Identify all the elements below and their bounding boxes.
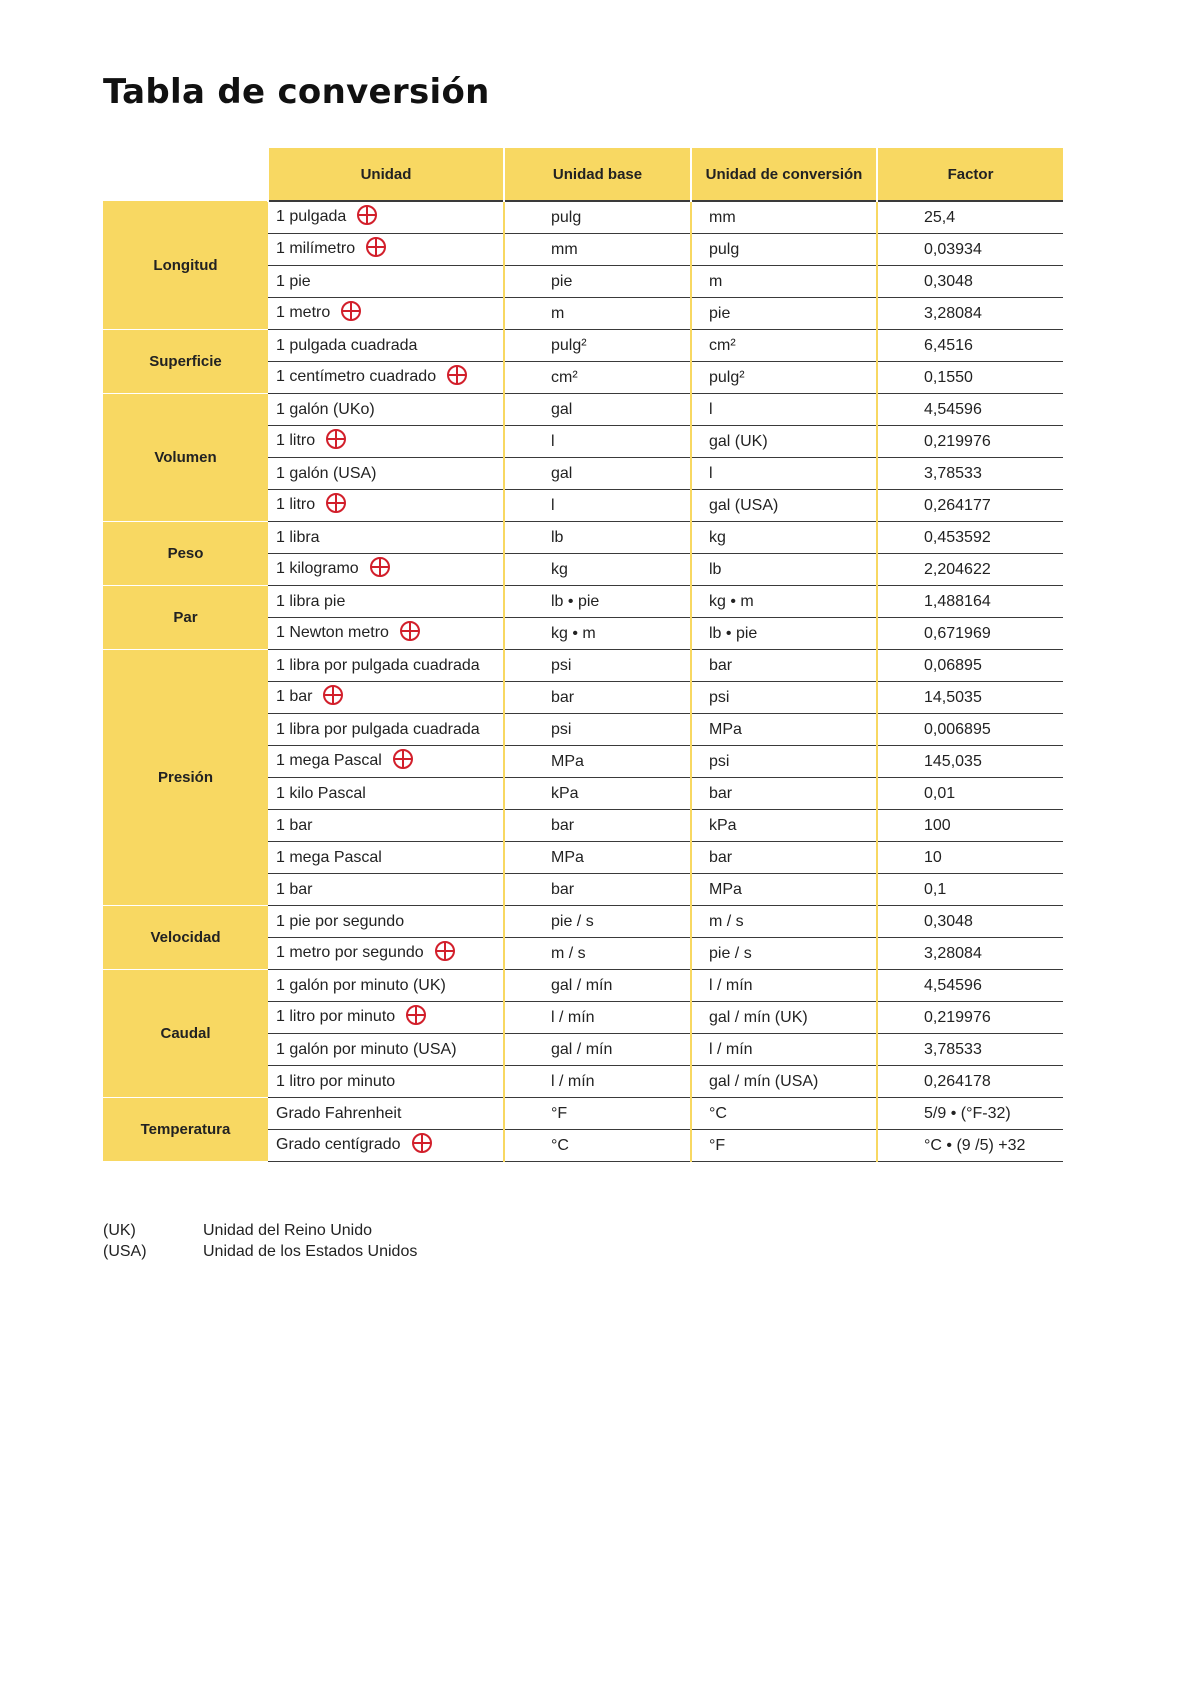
si-unit-icon bbox=[369, 556, 391, 578]
base-unit-cell: pulg bbox=[504, 201, 691, 234]
table-row bbox=[103, 906, 1063, 938]
unit-label: 1 pulgada bbox=[276, 208, 347, 226]
unit-cell bbox=[268, 522, 504, 554]
table-body bbox=[103, 201, 1063, 1162]
base-unit-cell: MPa bbox=[504, 842, 691, 874]
base-unit-cell: l bbox=[504, 426, 691, 458]
unit-cell bbox=[268, 1002, 504, 1034]
unit-label: 1 mega Pascal bbox=[276, 752, 382, 770]
unit-label: 1 bar bbox=[276, 688, 313, 706]
si-unit-icon bbox=[322, 684, 344, 706]
category-cell: Par bbox=[103, 586, 268, 650]
unit-cell bbox=[268, 458, 504, 490]
unit-label: 1 pie por segundo bbox=[276, 912, 405, 930]
category-cell: Volumen bbox=[103, 394, 268, 522]
table-row bbox=[103, 330, 1063, 362]
factor-cell: 4,54596 bbox=[877, 970, 1063, 1002]
footnote-abbr: (USA) bbox=[103, 1243, 147, 1260]
header-unidad-base: Unidad base bbox=[504, 148, 691, 201]
factor-cell: 0,453592 bbox=[877, 522, 1063, 554]
category-cell: Velocidad bbox=[103, 906, 268, 970]
conversion-unit-cell: gal / mín (USA) bbox=[691, 1066, 877, 1098]
base-unit-cell: psi bbox=[504, 714, 691, 746]
unit-label: 1 pie bbox=[276, 272, 311, 290]
unit-cell bbox=[268, 778, 504, 810]
unit-label: 1 kilogramo bbox=[276, 560, 359, 578]
unit-cell bbox=[268, 1034, 504, 1066]
conversion-unit-cell: pie bbox=[691, 298, 877, 330]
unit-cell bbox=[268, 490, 504, 522]
unit-cell bbox=[268, 394, 504, 426]
base-unit-cell: cm² bbox=[504, 362, 691, 394]
unit-cell bbox=[268, 810, 504, 842]
base-unit-cell: bar bbox=[504, 682, 691, 714]
table-row bbox=[103, 586, 1063, 618]
factor-cell: °C • (9 /5) +32 bbox=[877, 1130, 1063, 1162]
factor-cell: 0,3048 bbox=[877, 906, 1063, 938]
conversion-unit-cell: MPa bbox=[691, 714, 877, 746]
conversion-unit-cell: pulg² bbox=[691, 362, 877, 394]
si-unit-icon bbox=[325, 492, 347, 514]
conversion-unit-cell: cm² bbox=[691, 330, 877, 362]
footnote-row bbox=[103, 1243, 417, 1264]
si-unit-icon bbox=[392, 748, 414, 770]
table-row bbox=[103, 201, 1063, 234]
conversion-unit-cell: kg bbox=[691, 522, 877, 554]
unit-label: 1 kilo Pascal bbox=[276, 784, 366, 802]
unit-cell bbox=[268, 330, 504, 362]
unit-cell bbox=[268, 554, 504, 586]
conversion-unit-cell: bar bbox=[691, 842, 877, 874]
factor-cell: 0,03934 bbox=[877, 234, 1063, 266]
unit-label: 1 mega Pascal bbox=[276, 848, 382, 866]
factor-cell: 14,5035 bbox=[877, 682, 1063, 714]
unit-cell bbox=[268, 970, 504, 1002]
table-row bbox=[103, 394, 1063, 426]
base-unit-cell: l / mín bbox=[504, 1002, 691, 1034]
factor-cell: 2,204622 bbox=[877, 554, 1063, 586]
unit-label: 1 galón (USA) bbox=[276, 464, 377, 482]
unit-label: 1 pulgada cuadrada bbox=[276, 336, 418, 354]
conversion-unit-cell: bar bbox=[691, 650, 877, 682]
factor-cell: 100 bbox=[877, 810, 1063, 842]
unit-label: 1 milímetro bbox=[276, 240, 356, 258]
unit-cell bbox=[268, 362, 504, 394]
table-row bbox=[103, 1098, 1063, 1130]
unit-cell bbox=[268, 234, 504, 266]
unit-cell bbox=[268, 618, 504, 650]
conversion-unit-cell: psi bbox=[691, 746, 877, 778]
unit-label: 1 Newton metro bbox=[276, 624, 389, 642]
factor-cell: 1,488164 bbox=[877, 586, 1063, 618]
unit-label: 1 metro por segundo bbox=[276, 944, 424, 962]
base-unit-cell: gal / mín bbox=[504, 970, 691, 1002]
footnote-text: Unidad de los Estados Unidos bbox=[203, 1243, 418, 1260]
conversion-unit-cell: pie / s bbox=[691, 938, 877, 970]
unit-cell bbox=[268, 586, 504, 618]
base-unit-cell: gal / mín bbox=[504, 1034, 691, 1066]
unit-label: 1 libra bbox=[276, 528, 320, 546]
factor-cell: 0,1550 bbox=[877, 362, 1063, 394]
category-cell: Caudal bbox=[103, 970, 268, 1098]
base-unit-cell: kg • m bbox=[504, 618, 691, 650]
unit-cell bbox=[268, 1066, 504, 1098]
header-unidad: Unidad bbox=[268, 148, 504, 201]
conversion-unit-cell: kg • m bbox=[691, 586, 877, 618]
table-row bbox=[103, 650, 1063, 682]
factor-cell: 0,3048 bbox=[877, 266, 1063, 298]
factor-cell: 5/9 • (°F-32) bbox=[877, 1098, 1063, 1130]
category-cell: Peso bbox=[103, 522, 268, 586]
unit-cell bbox=[268, 842, 504, 874]
si-unit-icon bbox=[446, 364, 468, 386]
factor-cell: 6,4516 bbox=[877, 330, 1063, 362]
conversion-unit-cell: lb • pie bbox=[691, 618, 877, 650]
unit-cell bbox=[268, 714, 504, 746]
factor-cell: 0,1 bbox=[877, 874, 1063, 906]
unit-label: 1 bar bbox=[276, 816, 313, 834]
conversion-unit-cell: bar bbox=[691, 778, 877, 810]
category-cell: Presión bbox=[103, 650, 268, 906]
factor-cell: 0,219976 bbox=[877, 1002, 1063, 1034]
base-unit-cell: mm bbox=[504, 234, 691, 266]
page-title: Tabla de conversión bbox=[103, 72, 490, 112]
base-unit-cell: gal bbox=[504, 458, 691, 490]
factor-cell: 0,006895 bbox=[877, 714, 1063, 746]
conversion-unit-cell: l bbox=[691, 458, 877, 490]
conversion-unit-cell: l / mín bbox=[691, 970, 877, 1002]
base-unit-cell: gal bbox=[504, 394, 691, 426]
header-unidad-conversion: Unidad de conversión bbox=[691, 148, 877, 201]
unit-cell bbox=[268, 1130, 504, 1162]
factor-cell: 0,219976 bbox=[877, 426, 1063, 458]
category-cell: Superficie bbox=[103, 330, 268, 394]
unit-cell bbox=[268, 201, 504, 234]
unit-label: 1 litro por minuto bbox=[276, 1072, 396, 1090]
factor-cell: 0,264178 bbox=[877, 1066, 1063, 1098]
factor-cell: 3,28084 bbox=[877, 938, 1063, 970]
unit-cell bbox=[268, 426, 504, 458]
unit-cell bbox=[268, 938, 504, 970]
factor-cell: 0,671969 bbox=[877, 618, 1063, 650]
factor-cell: 10 bbox=[877, 842, 1063, 874]
factor-cell: 145,035 bbox=[877, 746, 1063, 778]
conversion-unit-cell: MPa bbox=[691, 874, 877, 906]
unit-cell bbox=[268, 874, 504, 906]
unit-label: 1 litro bbox=[276, 496, 316, 514]
footnote-text: Unidad del Reino Unido bbox=[203, 1222, 372, 1239]
conversion-table bbox=[103, 148, 1063, 1162]
conversion-unit-cell: gal (USA) bbox=[691, 490, 877, 522]
footnote-row bbox=[103, 1222, 417, 1243]
conversion-unit-cell: m bbox=[691, 266, 877, 298]
factor-cell: 3,78533 bbox=[877, 458, 1063, 490]
base-unit-cell: °C bbox=[504, 1130, 691, 1162]
conversion-unit-cell: °F bbox=[691, 1130, 877, 1162]
si-unit-icon bbox=[356, 204, 378, 226]
unit-cell bbox=[268, 298, 504, 330]
unit-label: 1 galón (UKo) bbox=[276, 400, 375, 418]
unit-label: Grado Fahrenheit bbox=[276, 1104, 402, 1122]
unit-cell bbox=[268, 746, 504, 778]
unit-label: 1 galón por minuto (UK) bbox=[276, 976, 446, 994]
conversion-unit-cell: m / s bbox=[691, 906, 877, 938]
conversion-unit-cell: mm bbox=[691, 201, 877, 234]
unit-label: 1 galón por minuto (USA) bbox=[276, 1040, 457, 1058]
base-unit-cell: l / mín bbox=[504, 1066, 691, 1098]
unit-label: 1 libra por pulgada cuadrada bbox=[276, 720, 480, 738]
base-unit-cell: l bbox=[504, 490, 691, 522]
base-unit-cell: MPa bbox=[504, 746, 691, 778]
factor-cell: 0,06895 bbox=[877, 650, 1063, 682]
footnote-abbr: (UK) bbox=[103, 1222, 136, 1239]
si-unit-icon bbox=[411, 1132, 433, 1154]
si-unit-icon bbox=[434, 940, 456, 962]
si-unit-icon bbox=[365, 236, 387, 258]
unit-label: 1 litro bbox=[276, 432, 316, 450]
factor-cell: 3,28084 bbox=[877, 298, 1063, 330]
conversion-unit-cell: kPa bbox=[691, 810, 877, 842]
table-row bbox=[103, 522, 1063, 554]
table-header-row bbox=[103, 148, 1063, 201]
base-unit-cell: kg bbox=[504, 554, 691, 586]
factor-cell: 3,78533 bbox=[877, 1034, 1063, 1066]
unit-label: 1 bar bbox=[276, 880, 313, 898]
conversion-unit-cell: psi bbox=[691, 682, 877, 714]
unit-cell bbox=[268, 1098, 504, 1130]
base-unit-cell: pulg² bbox=[504, 330, 691, 362]
base-unit-cell: bar bbox=[504, 810, 691, 842]
unit-cell bbox=[268, 266, 504, 298]
conversion-unit-cell: °C bbox=[691, 1098, 877, 1130]
category-cell: Temperatura bbox=[103, 1098, 268, 1162]
conversion-unit-cell: l bbox=[691, 394, 877, 426]
base-unit-cell: lb bbox=[504, 522, 691, 554]
factor-cell: 0,264177 bbox=[877, 490, 1063, 522]
unit-label: 1 metro bbox=[276, 304, 331, 322]
si-unit-icon bbox=[405, 1004, 427, 1026]
unit-label: 1 libra pie bbox=[276, 592, 346, 610]
unit-cell bbox=[268, 906, 504, 938]
header-factor: Factor bbox=[877, 148, 1063, 201]
factor-cell: 4,54596 bbox=[877, 394, 1063, 426]
conversion-unit-cell: pulg bbox=[691, 234, 877, 266]
factor-cell: 25,4 bbox=[877, 201, 1063, 234]
base-unit-cell: bar bbox=[504, 874, 691, 906]
base-unit-cell: psi bbox=[504, 650, 691, 682]
unit-cell bbox=[268, 682, 504, 714]
header-blank-cell bbox=[103, 148, 268, 201]
base-unit-cell: pie bbox=[504, 266, 691, 298]
unit-cell bbox=[268, 650, 504, 682]
base-unit-cell: lb • pie bbox=[504, 586, 691, 618]
unit-label: 1 centímetro cuadrado bbox=[276, 368, 437, 386]
factor-cell: 0,01 bbox=[877, 778, 1063, 810]
category-cell: Longitud bbox=[103, 201, 268, 330]
base-unit-cell: pie / s bbox=[504, 906, 691, 938]
base-unit-cell: kPa bbox=[504, 778, 691, 810]
base-unit-cell: m bbox=[504, 298, 691, 330]
table-row bbox=[103, 970, 1063, 1002]
unit-label: Grado centígrado bbox=[276, 1136, 401, 1154]
conversion-unit-cell: gal (UK) bbox=[691, 426, 877, 458]
base-unit-cell: m / s bbox=[504, 938, 691, 970]
conversion-unit-cell: gal / mín (UK) bbox=[691, 1002, 877, 1034]
si-unit-icon bbox=[325, 428, 347, 450]
si-unit-icon bbox=[399, 620, 421, 642]
unit-label: 1 libra por pulgada cuadrada bbox=[276, 656, 480, 674]
unit-label: 1 litro por minuto bbox=[276, 1008, 396, 1026]
si-unit-icon bbox=[340, 300, 362, 322]
conversion-unit-cell: l / mín bbox=[691, 1034, 877, 1066]
base-unit-cell: °F bbox=[504, 1098, 691, 1130]
footnotes bbox=[103, 1222, 417, 1264]
conversion-unit-cell: lb bbox=[691, 554, 877, 586]
